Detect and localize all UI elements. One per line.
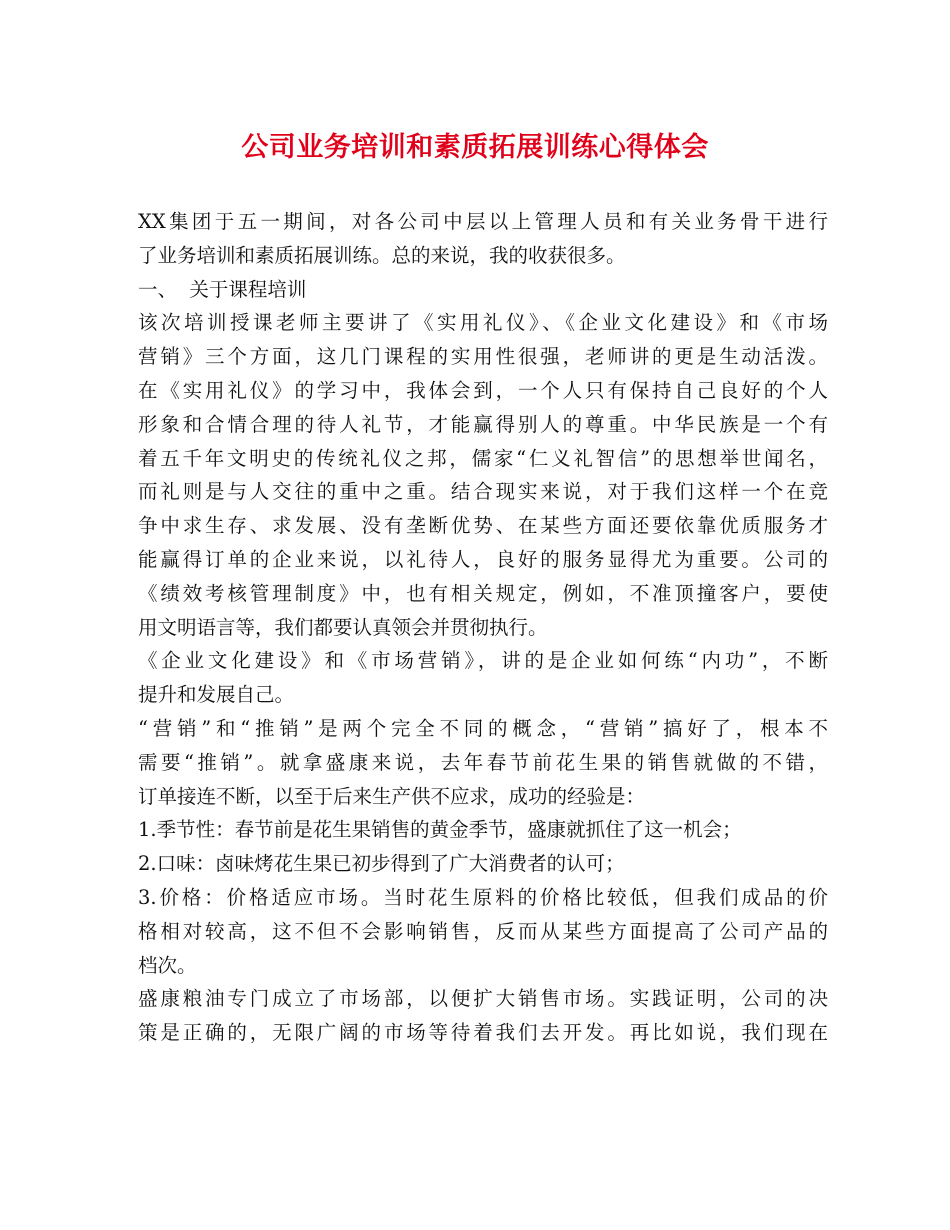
paragraph-line: 盛康粮油专门成立了市场部，以便扩大销售市场。实践证明，公司的决 <box>138 987 828 1011</box>
paragraph-line: 该次培训授课老师主要讲了《实用礼仪》、《企业文化建设》和《市场 <box>138 311 828 335</box>
list-item: 2.口味：卤味烤花生果已初步得到了广大消费者的认可； <box>138 852 625 876</box>
paragraph-line: 营销》三个方面，这几门课程的实用性很强，老师讲的更是生动活泼。 <box>138 345 828 369</box>
section-heading: 一、 关于课程培训 <box>138 277 307 301</box>
paragraph-line: 《绩效考核管理制度》中，也有相关规定，例如，不准顶撞客户，要使 <box>138 581 828 605</box>
list-item: 1.季节性：春节前是花生果销售的黄金季节，盛康就抓住了这一机会； <box>138 818 742 842</box>
list-item: 3.价格：价格适应市场。当时花生原料的价格比较低，但我们成品的价 <box>138 885 828 909</box>
paragraph-line: XX集团于五一期间，对各公司中层以上管理人员和有关业务骨干进行 <box>138 210 828 233</box>
paragraph-line: “营销”和“推销”是两个完全不同的概念，“营销”搞好了，根本不 <box>138 716 828 740</box>
paragraph-line: 在《实用礼仪》的学习中，我体会到，一个人只有保持自己良好的个人 <box>138 378 828 402</box>
paragraph-line: 能赢得订单的企业来说，以礼待人，良好的服务显得尤为重要。公司的 <box>138 547 828 571</box>
document-body <box>138 205 828 1050</box>
paragraph-line: 格相对较高，这不但不会影响销售，反而从某些方面提高了公司产品的 <box>138 919 828 943</box>
document-title: 公司业务培训和素质拓展训练心得体会 <box>241 132 709 163</box>
paragraph-line: 档次。 <box>138 953 197 977</box>
paragraph-line: 订单接连不断，以至于后来生产供不应求，成功的经验是： <box>138 784 646 808</box>
paragraph-line: 而礼则是与人交往的重中之重。结合现实来说，对于我们这样一个在竞 <box>138 480 828 504</box>
paragraph-line: 提升和发展自己。 <box>138 683 295 707</box>
paragraph-line: 策是正确的，无限广阔的市场等待着我们去开发。再比如说，我们现在 <box>138 1021 828 1045</box>
paragraph-line: 了业务培训和素质拓展训练。总的来说，我的收获很多。 <box>138 243 626 267</box>
paragraph-line: 《企业文化建设》和《市场营销》，讲的是企业如何练“内功”，不断 <box>138 649 828 673</box>
paragraph-line: 着五千年文明史的传统礼仪之邦，儒家“仁义礼智信”的思想举世闻名， <box>138 446 828 470</box>
paragraph-line: 用文明语言等，我们都要认真领会并贯彻执行。 <box>138 615 548 639</box>
paragraph-line: 需要“推销”。就拿盛康来说，去年春节前花生果的销售就做的不错， <box>138 750 828 774</box>
paragraph-line: 争中求生存、求发展、没有垄断优势、在某些方面还要依靠优质服务才 <box>138 514 828 538</box>
paragraph-line: 形象和合情合理的待人礼节，才能赢得别人的尊重。中华民族是一个有 <box>138 412 828 436</box>
